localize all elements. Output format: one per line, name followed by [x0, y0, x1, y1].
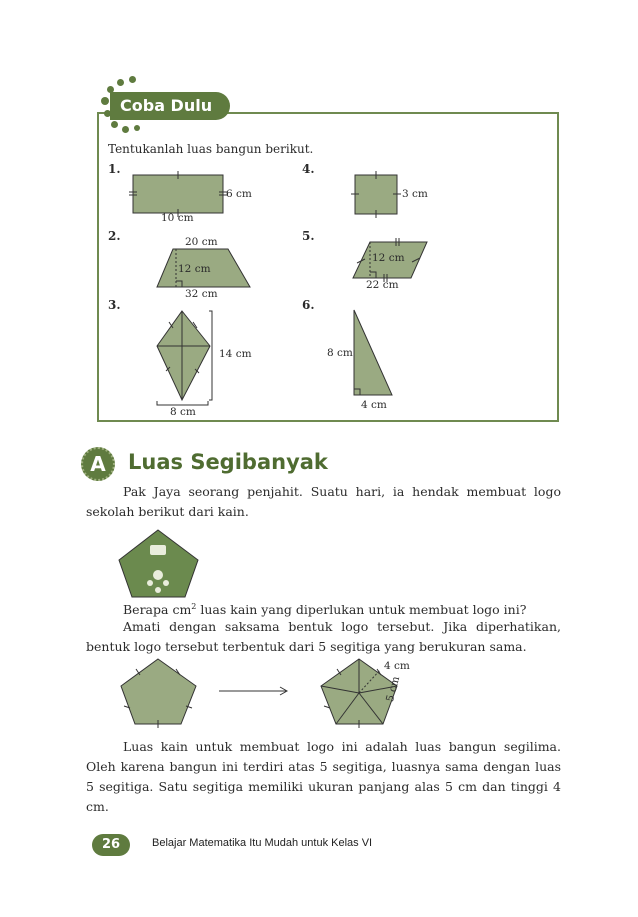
item-number-5: 5.	[302, 229, 315, 243]
label-3cm: 3 cm	[402, 188, 428, 200]
paragraph-4: Luas kain untuk membuat logo ini adalah luas bangun segilima. Oleh karena bangun ini terdiri atas 5 segitiga, luasnya sama dengan luas 5 segitiga. Satu segitiga memiliki ukuran panjang alas 5 cm dan tinggi 4 cm.	[86, 739, 561, 814]
p2-pre: Berapa cm	[123, 602, 192, 618]
section-letter: A	[81, 447, 115, 481]
item-number-6: 6.	[302, 298, 315, 312]
label-4cm-fig: 4 cm	[384, 660, 410, 672]
book-title: Belajar Matematika Itu Mudah untuk Kelas VI	[152, 837, 373, 849]
label-4cm: 4 cm	[361, 399, 387, 411]
exercise-title: Coba Dulu	[110, 92, 230, 120]
p2-sup: 2	[191, 602, 197, 611]
p2-post: luas kain yang diperlukan untuk membuat logo ini?	[196, 602, 527, 618]
label-10cm: 10 cm	[161, 212, 194, 224]
label-5cm-fig: 5 cm	[384, 675, 403, 704]
kite-shape	[157, 311, 210, 400]
exercise-instruction: Tentukanlah luas bangun berikut.	[108, 142, 314, 156]
page-number: 26	[92, 834, 130, 856]
section-title: Luas Segibanyak	[128, 450, 328, 474]
label-14cm: 14 cm	[219, 348, 252, 360]
right-triangle-shape	[354, 310, 392, 395]
item-number-1: 1.	[108, 162, 121, 176]
pentagon-shape	[121, 659, 196, 724]
label-32cm: 32 cm	[185, 288, 218, 300]
rectangle-shape	[133, 175, 223, 213]
label-8cm: 8 cm	[170, 406, 196, 418]
paragraph-1: Pak Jaya seorang penjahit. Suatu hari, ia hendak membuat logo sekolah berikut dari kain.	[86, 484, 561, 519]
item-number-3: 3.	[108, 298, 121, 312]
label-20cm: 20 cm	[185, 236, 218, 248]
label-12cm-b: 12 cm	[372, 252, 405, 264]
item-number-4: 4.	[302, 162, 315, 176]
label-22cm: 22 cm	[366, 279, 399, 291]
paragraph-3: Amati dengan saksama bentuk logo tersebut. Jika diperhatikan, bentuk logo tersebut terbentuk dari 5 segitiga yang berukuran sama.	[86, 619, 561, 654]
label-12cm: 12 cm	[178, 263, 211, 275]
item-number-2: 2.	[108, 229, 121, 243]
label-6cm: 6 cm	[226, 188, 252, 200]
label-8cm-b: 8 cm	[327, 347, 353, 359]
logo-pentagon	[119, 530, 198, 597]
square-shape	[355, 175, 397, 214]
